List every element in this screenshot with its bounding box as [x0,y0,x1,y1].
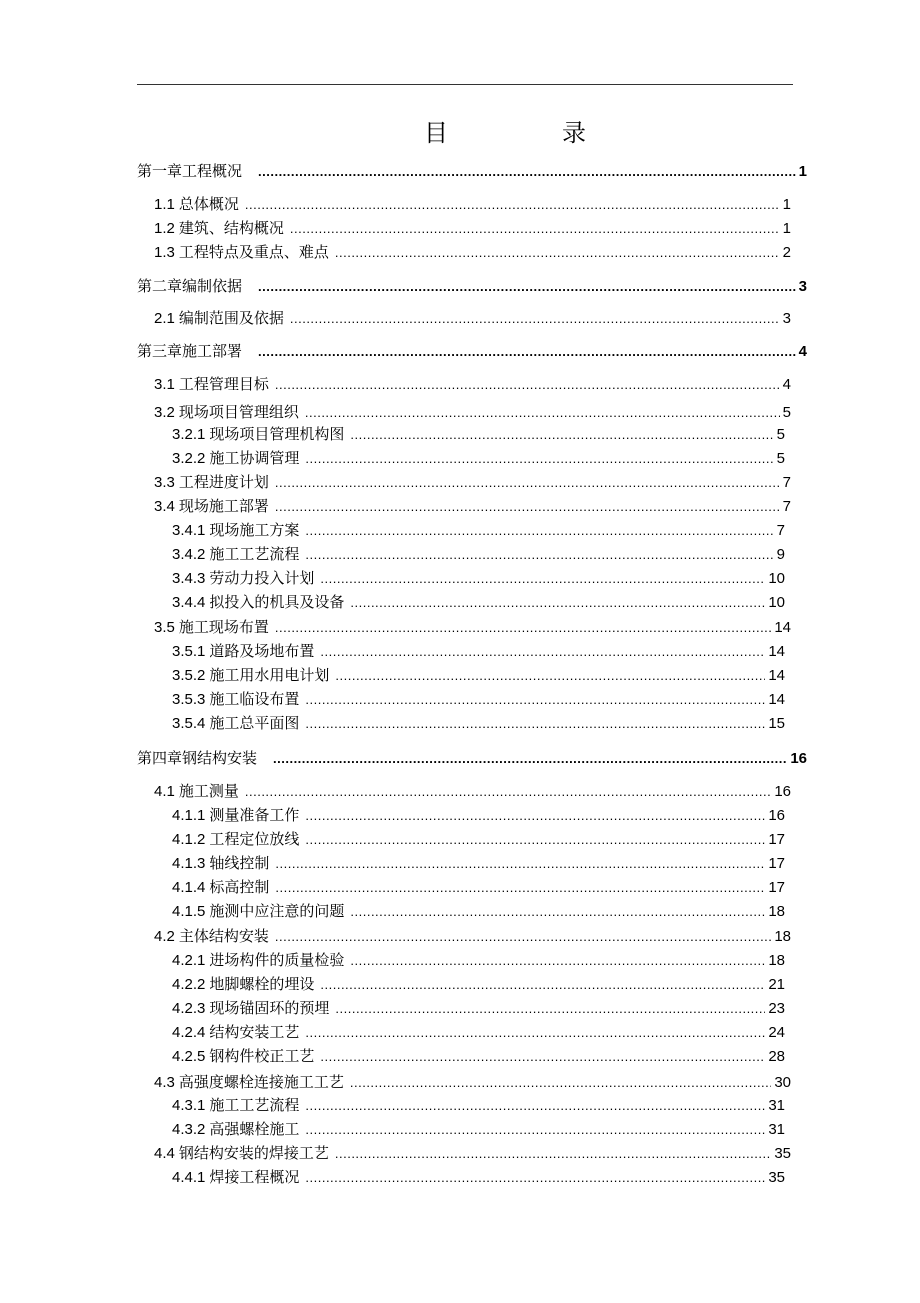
toc-entry-number: 3.5.1 [172,643,206,660]
toc-entry-title: 施工用水用电计划 [209,666,330,684]
toc-entry-page-number: 17 [768,831,785,848]
dot-leader [305,451,773,466]
toc-entry-label [154,616,269,637]
toc-section-entry[interactable] [154,401,791,423]
dot-leader [350,1075,771,1090]
toc-section-entry[interactable] [154,780,791,802]
dot-leader [275,929,771,944]
toc-title [0,116,920,150]
toc-entry-label [154,307,284,328]
toc-section-entry[interactable] [154,471,791,493]
toc-entry-title: 高强度螺栓连接施工工艺 [178,1073,344,1091]
dot-leader [350,904,765,919]
toc-entry-title: 施测中应注意的问题 [209,902,345,920]
toc-subsection-entry[interactable] [172,804,785,826]
dot-leader [335,668,765,683]
toc-entry-label [172,664,329,685]
toc-entry-label [154,925,269,946]
toc-entry-label [172,688,299,709]
toc-entry-page-number: 18 [768,903,785,920]
toc-entry-label [172,900,344,921]
toc-section-entry[interactable] [154,241,791,263]
toc-subsection-entry[interactable] [172,688,785,710]
toc-subsection-entry[interactable] [172,852,785,874]
toc-entry-number: 4.2 [154,928,175,945]
toc-entry-title: 现场项目管理组织 [178,403,299,421]
dot-leader [305,1122,765,1137]
toc-entry-title: 建筑、结构概况 [178,219,284,237]
toc-subsection-entry[interactable] [172,949,785,971]
toc-section-entry[interactable] [154,193,791,215]
dot-leader [245,197,780,212]
toc-subsection-entry[interactable] [172,1045,785,1067]
toc-entry-page-number: 9 [776,546,785,563]
dot-leader [305,1170,765,1185]
toc-subsection-entry[interactable] [172,423,785,445]
toc-entry-number: 4.3.2 [172,1121,206,1138]
toc-entry-number: 3.3 [154,474,175,491]
toc-entry-page-number: 4 [798,343,807,360]
toc-subsection-entry[interactable] [172,1166,785,1188]
toc-entry-label [137,340,242,361]
toc-entry-label [172,1166,299,1187]
toc-entry-title: 现场锚固环的预埋 [209,999,330,1017]
toc-entry-title: 第三章施工部署 [137,342,243,360]
dot-leader [305,716,765,731]
toc-entry-title: 施工总平面图 [209,714,300,732]
toc-entry-label [172,876,269,897]
toc-entry-number: 3.2 [154,404,175,421]
toc-entry-page-number: 14 [768,667,785,684]
dot-leader [350,427,773,442]
toc-entry-page-number: 2 [782,244,791,261]
toc-entry-number: 4.4.1 [172,1169,206,1186]
toc-entry-page-number: 10 [768,594,785,611]
toc-entry-page-number: 5 [776,450,785,467]
toc-entry-page-number: 4 [782,376,791,393]
dot-leader [275,475,780,490]
toc-entry-number: 3.2.1 [172,426,206,443]
toc-subsection-entry[interactable] [172,973,785,995]
toc-entry-label [172,852,269,873]
dot-leader [305,547,773,562]
toc-entry-title: 施工工艺流程 [209,545,300,563]
dot-leader [335,1146,771,1161]
toc-entry-label [172,949,344,970]
toc-chapter-entry[interactable] [137,747,807,769]
toc-entry-label [137,160,242,181]
toc-entry-number: 3.4.3 [172,570,206,587]
dot-leader [275,880,765,895]
toc-entry-number: 4.2.2 [172,976,206,993]
toc-entry-page-number: 1 [782,220,791,237]
toc-entry-title: 钢结构安装的焊接工艺 [178,1144,329,1162]
toc-entry-page-number: 31 [768,1121,785,1138]
toc-entry-page-number: 14 [768,691,785,708]
dot-leader [258,164,796,179]
dot-leader [350,953,765,968]
toc-entry-label [172,804,299,825]
dot-leader [258,279,796,294]
dot-leader [275,856,765,871]
toc-entry-number: 4.2.1 [172,952,206,969]
dot-leader [305,692,765,707]
toc-entry-label [154,217,284,238]
toc-section-entry[interactable] [154,217,791,239]
toc-entry-page-number: 16 [768,807,785,824]
toc-entry-page-number: 14 [768,643,785,660]
dot-leader [275,499,780,514]
toc-entry-number: 4.1 [154,783,175,800]
toc-entry-title: 测量准备工作 [209,806,300,824]
toc-entry-page-number: 31 [768,1097,785,1114]
toc-entry-page-number: 18 [768,952,785,969]
toc-section-entry[interactable] [154,925,791,947]
toc-entry-title: 第二章编制依据 [137,277,243,295]
toc-entry-label [172,543,299,564]
toc-entry-title: 施工协调管理 [209,449,300,467]
toc-entry-title: 钢构件校正工艺 [209,1047,315,1065]
dot-leader [305,832,765,847]
dot-leader [290,311,780,326]
toc-entry-page-number: 24 [768,1024,785,1041]
toc-subsection-entry[interactable] [172,543,785,565]
toc-entry-page-number: 14 [774,619,791,636]
dot-leader [305,1098,765,1113]
toc-entry-page-number: 35 [768,1169,785,1186]
toc-section-entry[interactable] [154,373,791,395]
toc-entry-label [154,495,269,516]
toc-entry-label [154,373,269,394]
toc-entry-title: 施工临设布置 [209,690,300,708]
toc-entry-page-number: 16 [790,750,807,767]
toc-entry-label [154,193,239,214]
toc-section-entry[interactable] [154,1071,791,1093]
toc-entry-label [172,828,299,849]
toc-entry-title: 现场施工部署 [178,497,269,515]
toc-entry-title: 工程管理目标 [178,375,269,393]
toc-subsection-entry[interactable] [172,519,785,541]
toc-entry-number: 4.1.5 [172,903,206,920]
toc-subsection-entry[interactable] [172,1021,785,1043]
toc-subsection-entry[interactable] [172,876,785,898]
toc-chapter-entry[interactable] [137,160,807,182]
toc-entry-title: 结构安装工艺 [209,1023,300,1041]
toc-entry-number: 4.3 [154,1074,175,1091]
header-rule [137,84,793,85]
toc-entry-label [172,591,344,612]
toc-entry-title: 第四章钢结构安装 [137,749,258,767]
toc-entry-title: 现场施工方案 [209,521,300,539]
toc-entry-number: 4.2.4 [172,1024,206,1041]
toc-entry-number: 4.2.3 [172,1000,206,1017]
toc-entry-title: 轴线控制 [209,854,270,872]
toc-entry-title: 主体结构安装 [178,927,269,945]
toc-entry-page-number: 30 [774,1074,791,1091]
toc-entry-title: 拟投入的机具及设备 [209,593,345,611]
toc-entry-title: 工程进度计划 [178,473,269,491]
toc-entry-title: 地脚螺栓的埋设 [209,975,315,993]
toc-entry-title: 编制范围及依据 [178,309,284,327]
toc-entry-label [172,423,344,444]
toc-subsection-entry[interactable] [172,591,785,613]
toc-entry-label [137,275,242,296]
toc-subsection-entry[interactable] [172,664,785,686]
toc-subsection-entry[interactable] [172,447,785,469]
toc-subsection-entry[interactable] [172,640,785,662]
toc-entry-title: 工程特点及重点、难点 [178,243,329,261]
dot-leader [305,523,773,538]
toc-entry-label [172,519,299,540]
toc-entry-title: 焊接工程概况 [209,1168,300,1186]
toc-entry-page-number: 28 [768,1048,785,1065]
toc-subsection-entry[interactable] [172,828,785,850]
toc-entry-label [172,1094,299,1115]
toc-entry-title: 标高控制 [209,878,270,896]
dot-leader [320,977,765,992]
dot-leader [350,595,765,610]
toc-entry-page-number: 18 [774,928,791,945]
toc-entry-page-number: 3 [782,310,791,327]
toc-entry-label [137,747,257,768]
toc-entry-page-number: 23 [768,1000,785,1017]
toc-section-entry[interactable] [154,1142,791,1164]
toc-title-char-1: 目 [424,119,448,147]
toc-subsection-entry[interactable] [172,1118,785,1140]
toc-entry-page-number: 5 [776,426,785,443]
toc-entry-page-number: 15 [768,715,785,732]
toc-title-char-2: 录 [562,119,586,147]
toc-entry-label [172,712,299,733]
toc-entry-number: 2.1 [154,310,175,327]
toc-entry-page-number: 3 [798,278,807,295]
toc-entry-page-number: 7 [776,522,785,539]
toc-entry-title: 道路及场地布置 [209,642,315,660]
toc-entry-page-number: 17 [768,879,785,896]
toc-entry-label [154,780,239,801]
toc-entry-page-number: 7 [782,498,791,515]
toc-entry-label [172,973,314,994]
toc-subsection-entry[interactable] [172,900,785,922]
toc-entry-number: 4.4 [154,1145,175,1162]
toc-entry-title: 施工工艺流程 [209,1096,300,1114]
toc-subsection-entry[interactable] [172,997,785,1019]
toc-entry-page-number: 1 [782,196,791,213]
toc-entry-number: 4.3.1 [172,1097,206,1114]
toc-entry-title: 工程定位放线 [209,830,300,848]
dot-leader [320,1049,765,1064]
toc-entry-label [154,1071,344,1092]
toc-entry-page-number: 5 [782,404,791,421]
toc-entry-title: 现场项目管理机构图 [209,425,345,443]
toc-entry-number: 1.2 [154,220,175,237]
toc-entry-title: 施工测量 [178,782,239,800]
toc-entry-page-number: 17 [768,855,785,872]
toc-subsection-entry[interactable] [172,712,785,734]
toc-entry-number: 4.1.2 [172,831,206,848]
toc-entry-number: 4.2.5 [172,1048,206,1065]
dot-leader [335,1001,765,1016]
toc-entry-number: 3.4.1 [172,522,206,539]
dot-leader [258,344,796,359]
dot-leader [320,644,765,659]
toc-entry-title: 总体概况 [178,195,239,213]
toc-entry-label [154,241,329,262]
toc-entry-title: 施工现场布置 [178,618,269,636]
toc-entry-number: 3.4.2 [172,546,206,563]
toc-entry-label [172,567,314,588]
dot-leader [305,1025,765,1040]
toc-entry-number: 3.5 [154,619,175,636]
toc-entry-number: 4.1.1 [172,807,206,824]
toc-chapter-entry[interactable] [137,340,807,362]
toc-entry-page-number: 7 [782,474,791,491]
dot-leader [305,808,765,823]
dot-leader [275,620,771,635]
toc-entry-label [172,1021,299,1042]
toc-entry-page-number: 10 [768,570,785,587]
toc-entry-number: 3.5.3 [172,691,206,708]
toc-entry-label [154,471,269,492]
dot-leader [290,221,780,236]
toc-entry-label [172,1118,299,1139]
toc-entry-number: 3.4.4 [172,594,206,611]
toc-section-entry[interactable] [154,307,791,329]
toc-entry-number: 1.1 [154,196,175,213]
toc-subsection-entry[interactable] [172,567,785,589]
dot-leader [320,571,765,586]
toc-entry-label [172,1045,314,1066]
dot-leader [305,405,780,420]
toc-entry-label [154,401,299,422]
dot-leader [335,245,780,260]
toc-entry-title: 劳动力投入计划 [209,569,315,587]
dot-leader [273,751,787,766]
toc-entry-title: 第一章工程概况 [137,162,243,180]
toc-section-entry[interactable] [154,616,791,638]
toc-entry-number: 3.1 [154,376,175,393]
toc-entry-number: 1.3 [154,244,175,261]
toc-entry-number: 4.1.4 [172,879,206,896]
toc-subsection-entry[interactable] [172,1094,785,1116]
toc-entry-page-number: 1 [798,163,807,180]
toc-entry-label [172,640,314,661]
toc-entry-title: 高强螺栓施工 [209,1120,300,1138]
toc-entry-page-number: 35 [774,1145,791,1162]
toc-entry-number: 4.1.3 [172,855,206,872]
toc-entry-page-number: 16 [774,783,791,800]
toc-entry-number: 3.5.2 [172,667,206,684]
toc-entry-label [172,447,299,468]
toc-entry-number: 3.5.4 [172,715,206,732]
toc-entry-number: 3.2.2 [172,450,206,467]
dot-leader [245,784,771,799]
toc-chapter-entry[interactable] [137,275,807,297]
toc-entry-label [154,1142,329,1163]
toc-section-entry[interactable] [154,495,791,517]
toc-entry-title: 进场构件的质量检验 [209,951,345,969]
toc-entry-page-number: 21 [768,976,785,993]
toc-entry-number: 3.4 [154,498,175,515]
toc-entry-label [172,997,329,1018]
dot-leader [275,377,780,392]
